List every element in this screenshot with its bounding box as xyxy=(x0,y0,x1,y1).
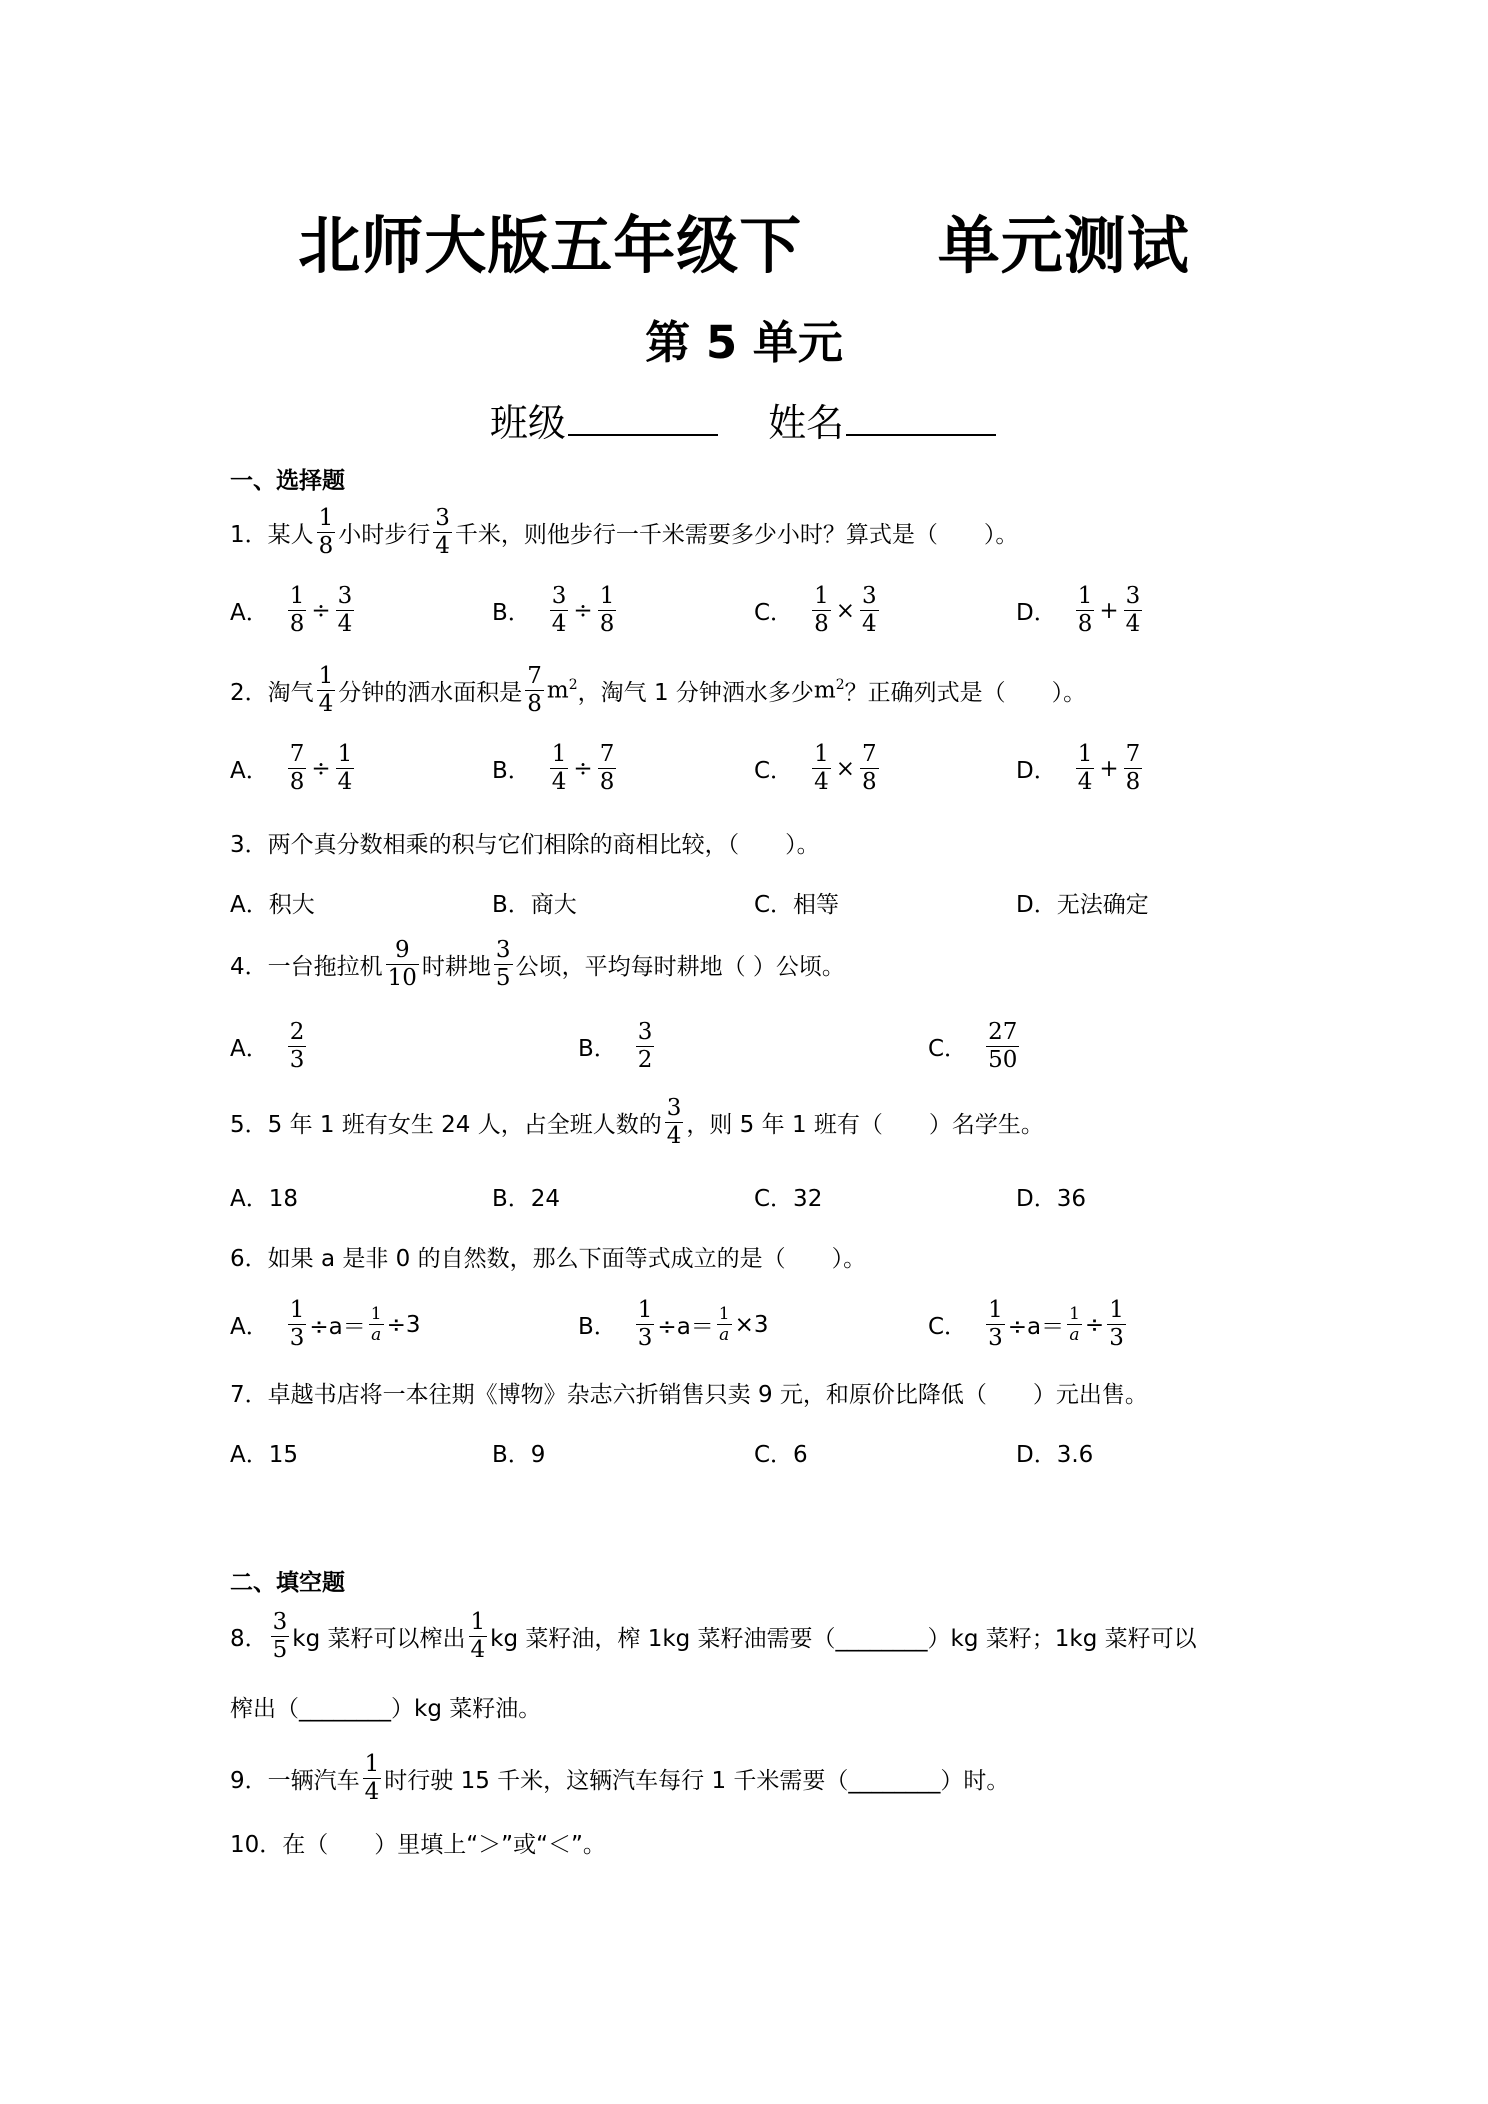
name-blank[interactable] xyxy=(846,400,996,436)
question-10: 10．在（ ）里填上“＞”或“＜”。 xyxy=(230,1832,606,1858)
q3-option-a[interactable]: A．积大 xyxy=(230,892,315,918)
q7-option-b[interactable]: B．9 xyxy=(492,1442,546,1468)
q5-option-b[interactable]: B．24 xyxy=(492,1186,561,1212)
q5-option-c[interactable]: C．32 xyxy=(754,1186,823,1212)
section-heading-fill: 二、填空题 xyxy=(230,1570,345,1596)
q3-option-b[interactable]: B．商大 xyxy=(492,892,577,918)
q6-option-c[interactable]: C． $\frac{1}{3}$ ÷a＝ $\frac{1}{a}$ ÷ $\frac{1}{3}$ xyxy=(928,1297,1124,1352)
q5-option-a[interactable]: A．18 xyxy=(230,1186,299,1212)
question-6: 6．如果 a 是非 0 的自然数，那么下面等式成立的是（ ）。 xyxy=(230,1246,867,1272)
q6-option-b[interactable]: B． $\frac{1}{3}$ ÷a＝ $\frac{1}{a}$ ×3 xyxy=(578,1297,769,1352)
question-3: 3．两个真分数相乘的积与它们相除的商相比较，（ ）。 xyxy=(230,832,820,858)
question-8: 8． $\frac{3}{5}$ kg 菜籽可以榨出 $\frac{1}{4}$ kg 菜籽油，榨 1kg 菜籽油需要（________）kg 菜籽；1kg 菜籽可以 xyxy=(230,1609,1197,1664)
fraction: $\frac{3}{4}$ xyxy=(435,505,450,560)
question-1: 1．某人 $\frac{1}{8}$ 小时步行 $\frac{3}{4}$ 千米，则他步行一千米需要多少小时？算式是（ ）。 xyxy=(230,505,1019,560)
class-label: 班级 xyxy=(489,401,566,445)
q2-option-d[interactable]: D． $\frac{1}{4}$ + $\frac{7}{8}$ xyxy=(1016,741,1141,796)
q5-option-d[interactable]: D．36 xyxy=(1016,1186,1086,1212)
q3-option-c[interactable]: C．相等 xyxy=(754,892,840,918)
q7-option-c[interactable]: C．6 xyxy=(754,1442,808,1468)
q1-option-a[interactable]: A． $\frac{1}{8}$ ÷ $\frac{3}{4}$ xyxy=(230,583,353,638)
q3-option-d[interactable]: D．无法确定 xyxy=(1016,892,1149,918)
q1-option-d[interactable]: D． $\frac{1}{8}$ + $\frac{3}{4}$ xyxy=(1016,583,1141,638)
question-8-line2: 榨出（________）kg 菜籽油。 xyxy=(230,1696,542,1722)
fraction: $\frac{1}{8}$ xyxy=(318,505,334,560)
q7-option-d[interactable]: D．3.6 xyxy=(1016,1442,1094,1468)
question-5: 5．5 年 1 班有女生 24 人，占全班人数的 $\frac{3}{4}$ ，则 5 年 1 班有（ ）名学生。 xyxy=(230,1095,1044,1150)
question-9: 9．一辆汽车 $\frac{1}{4}$ 时行驶 15 千米，这辆汽车每行 1 千米需要（________）时。 xyxy=(230,1751,1010,1806)
q2-option-b[interactable]: B． $\frac{1}{4}$ ÷ $\frac{7}{8}$ xyxy=(492,741,615,796)
q6-option-a[interactable]: A． $\frac{1}{3}$ ÷a＝ $\frac{1}{a}$ ÷3 xyxy=(230,1297,421,1352)
class-name-line xyxy=(0,392,1488,447)
q7-option-a[interactable]: A．15 xyxy=(230,1442,299,1468)
page-title: 北师大版五年级下 单元测试 xyxy=(298,209,1190,282)
question-7: 7．卓越书店将一本往期《博物》杂志六折销售只卖 9 元，和原价比降低（ ）元出售。 xyxy=(230,1382,1148,1408)
unit-subtitle: 第 5 单元 xyxy=(645,316,843,369)
q4-option-b[interactable]: B． $\frac{3}{2}$ xyxy=(578,1019,653,1074)
q2-option-c[interactable]: C． $\frac{1}{4}$ × $\frac{7}{8}$ xyxy=(754,741,877,796)
q4-option-c[interactable]: C． $\frac{27}{50}$ xyxy=(928,1019,1018,1074)
question-4: 4．一台拖拉机 $\frac{9}{10}$ 时耕地 $\frac{3}{5}$ 公顷，平均每时耕地（ ）公顷。 xyxy=(230,937,845,992)
q2-option-a[interactable]: A． $\frac{7}{8}$ ÷ $\frac{1}{4}$ xyxy=(230,741,353,796)
question-2: 2．淘气 $\frac{1}{4}$ 分钟的洒水面积是 $\frac{7}{8}$ $m^2$ ，淘气 1 分钟洒水多少 $m^2$ ？正确列式是（ ）。 xyxy=(230,663,1087,718)
class-blank[interactable] xyxy=(568,400,718,436)
section-heading-choice: 一、选择题 xyxy=(230,468,345,494)
name-label: 姓名 xyxy=(768,401,845,445)
q1-option-b[interactable]: B． $\frac{3}{4}$ ÷ $\frac{1}{8}$ xyxy=(492,583,615,638)
q1-option-c[interactable]: C． $\frac{1}{8}$ × $\frac{3}{4}$ xyxy=(754,583,877,638)
q4-option-a[interactable]: A． $\frac{2}{3}$ xyxy=(230,1019,305,1074)
